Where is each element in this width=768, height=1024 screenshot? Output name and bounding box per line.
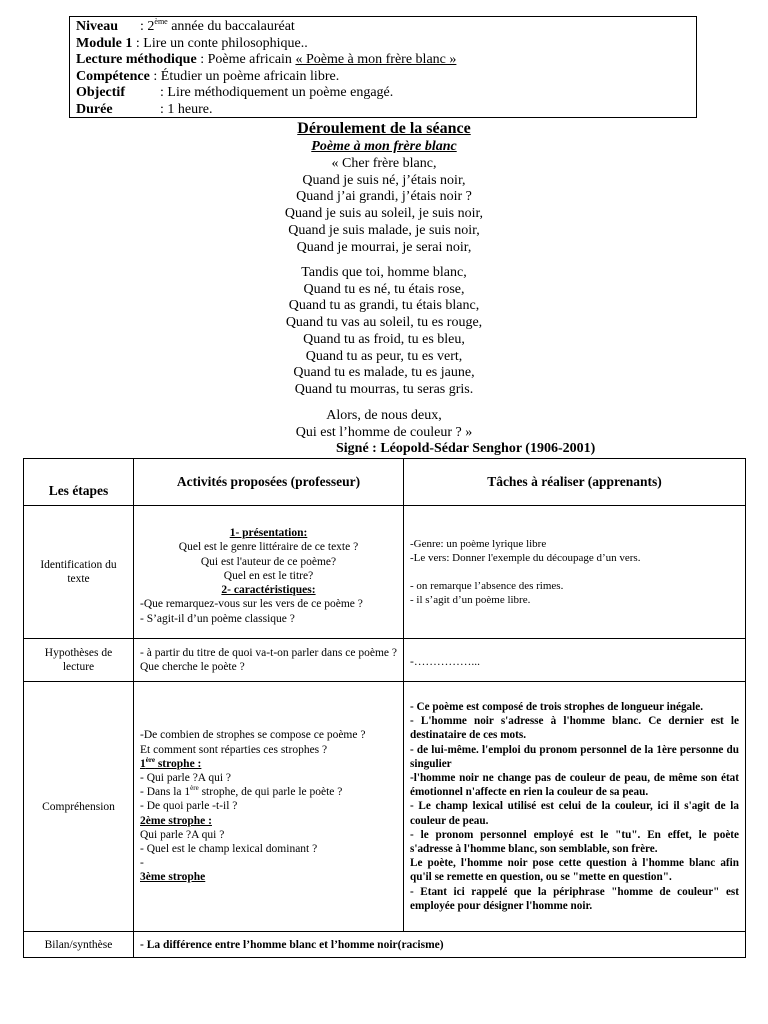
activities-identification	[134, 506, 404, 639]
seance-title: Déroulement de la séance	[297, 120, 471, 137]
activities-hypotheses: - à partir du titre de quoi va-t-on parler dans ce poème ? Que cherche le poète ?	[134, 639, 404, 682]
duree-row: Durée : 1 heure.	[76, 101, 213, 117]
task: - de lui-même. l'emploi du pronom personnel de la 1ère personne du singulier	[410, 743, 739, 770]
header-activites: Activités proposées (professeur)	[134, 459, 404, 506]
question: Qui est l'auteur de ce poème?	[200, 555, 337, 568]
lecture-poem-link: « Poème à mon frère blanc »	[295, 52, 457, 68]
niveau-row: Niveau : 2ème année du baccalauréat	[76, 17, 295, 34]
competence-row: Compétence : Étudier un poème africain libre.	[76, 68, 340, 84]
stage-comprehension: Compréhension	[24, 682, 134, 932]
lecture-label: Lecture méthodique	[76, 52, 197, 68]
objectif-value: Lire méthodiquement un poème engagé.	[167, 85, 394, 101]
poem-line: Quand tu as froid, tu es bleu,	[303, 331, 465, 347]
question: - De quoi parle -t-il ?	[140, 800, 238, 813]
stage-identification: Identification du texte	[24, 506, 134, 639]
module-value: Lire un conte philosophique..	[143, 35, 308, 51]
section-heading: 2ème strophe :	[140, 814, 212, 827]
task: Le poète, l'homme noir pose cette question à l'homme blanc afin qu'il se remette en question, ou se "mette en question".	[410, 857, 739, 884]
poem-line: Quand je mourrai, je serai noir,	[296, 239, 472, 255]
section-heading: 1- présentation:	[229, 527, 308, 540]
section-heading: 3ème strophe	[140, 871, 206, 884]
poem-line: Alors, de nous deux,	[326, 408, 442, 423]
header-taches: Tâches à réaliser (apprenants)	[404, 459, 746, 506]
poem-title: Poème à mon frère blanc	[311, 139, 457, 154]
activities-comprehension	[134, 682, 404, 932]
task: - Etant ici rappelé que la périphrase "homme de couleur" est employée pour désigner l'homme noir.	[410, 885, 739, 912]
section-heading: 2- caractéristiques:	[221, 584, 316, 597]
question: Quel est le genre littéraire de ce texte ?	[178, 541, 359, 554]
poem-stanza-3	[0, 408, 768, 441]
question: - S’agit-il d’un poème classique ?	[140, 612, 295, 625]
poem-line: Quand j’ai grandi, j’étais noir ?	[296, 189, 472, 205]
poem-stanza-2	[0, 265, 768, 399]
table-row-identification	[24, 506, 746, 639]
table-row-comprehension	[24, 682, 746, 932]
section-heading: 1ère strophe :	[140, 755, 202, 770]
question: -	[140, 857, 144, 870]
poem-stanza-1	[0, 156, 768, 256]
poem-line: Quand je suis né, j’étais noir,	[302, 172, 466, 188]
task: -l'homme noir ne change pas de couleur de peau, de même son état émotionnel n'affecte en rien la couleur de sa peau.	[410, 771, 739, 799]
poem-line: Quand tu as peur, tu es vert,	[305, 348, 463, 364]
poem-line: Quand tu vas au soleil, tu es rouge,	[285, 315, 483, 331]
module-label: Module 1	[76, 35, 133, 51]
duree-label: Durée	[76, 101, 113, 117]
tasks-hypotheses: -……………...	[404, 639, 746, 682]
stage-hypotheses: Hypothèses de lecture	[24, 639, 134, 682]
module-row: Module 1 : Lire un conte philosophique..	[76, 35, 308, 51]
table-row-bilan	[24, 932, 746, 958]
question: -De combien de strophes se compose ce poème ?	[140, 729, 366, 742]
stage-bilan: Bilan/synthèse	[24, 932, 134, 958]
question: - Quel est le champ lexical dominant ?	[140, 843, 318, 855]
task: - le pronom personnel employé est le "tu". En effet, le poète s'adresse à l'homme blanc, son semblable, son frère.	[410, 828, 739, 855]
question: Qui parle ?A qui ?	[140, 828, 225, 841]
objectif-row: Objectif : Lire méthodiquement un poème engagé.	[76, 85, 394, 101]
competence-value: Étudier un poème africain libre.	[160, 68, 340, 84]
poem-line: Quand tu as grandi, tu étais blanc,	[288, 298, 480, 314]
objectif-label: Objectif	[76, 85, 125, 101]
poem-signature: Signé : Léopold-Sédar Senghor (1906-2001)	[336, 441, 596, 456]
table-row-hypotheses	[24, 639, 746, 682]
duree-value: 1 heure.	[167, 101, 213, 117]
poem-line: Quand tu es né, tu étais rose,	[303, 281, 465, 297]
poem-line: Tandis que toi, homme blanc,	[301, 265, 467, 280]
task: - L'homme noir s'adresse à l'homme blanc. Ce dernier est le destinataire de ces mots.	[410, 715, 739, 742]
competence-label: Compétence	[76, 68, 150, 84]
lecture-value: Poème africain	[207, 52, 292, 68]
task: - Le champ lexical utilisé est celui de la couleur, ici il s'agit de la couleur de peau.	[410, 800, 739, 827]
question: -Que remarquez-vous sur les vers de ce poème ?	[140, 598, 363, 611]
task: - il s’agit d’un poème libre.	[410, 594, 531, 607]
lesson-table	[23, 458, 746, 958]
niveau-value: 2ème année du baccalauréat	[147, 17, 295, 34]
bilan-content: - La différence entre l’homme blanc et l’homme noir(racisme)	[134, 932, 746, 958]
poem-line: Quand tu mourras, tu seras gris.	[294, 381, 474, 397]
task: -Le vers: Donner l'exemple du découpage d’un vers.	[410, 551, 641, 564]
question: - Dans la 1ère strophe, de qui parle le poète ?	[140, 784, 343, 799]
niveau-label: Niveau	[76, 19, 118, 34]
tasks-comprehension	[404, 682, 746, 932]
poem-line: Quand je suis malade, je suis noir,	[288, 222, 480, 238]
poem-line: Qui est l’homme de couleur ? »	[295, 424, 473, 440]
table-header-row	[24, 459, 746, 506]
lesson-info-box	[69, 16, 697, 118]
poem-line: Quand je suis au soleil, je suis noir,	[284, 206, 484, 222]
task: - on remarque l’absence des rimes.	[410, 580, 564, 592]
lecture-row: Lecture méthodique : Poème africain « Poème à mon frère blanc »	[76, 52, 457, 68]
question: - Qui parle ?A qui ?	[140, 771, 232, 784]
question: Et comment sont réparties ces strophes ?	[140, 743, 328, 756]
poem-line: « Cher frère blanc,	[331, 156, 437, 171]
poem-line: Quand tu es malade, tu es jaune,	[293, 365, 475, 381]
task: - Ce poème est composé de trois strophes de longueur inégale.	[410, 700, 704, 713]
header-etapes: Les étapes	[24, 459, 134, 506]
question: Quel en est le titre?	[223, 569, 314, 582]
task: -Genre: un poème lyrique libre	[410, 537, 547, 550]
tasks-identification	[404, 506, 746, 639]
